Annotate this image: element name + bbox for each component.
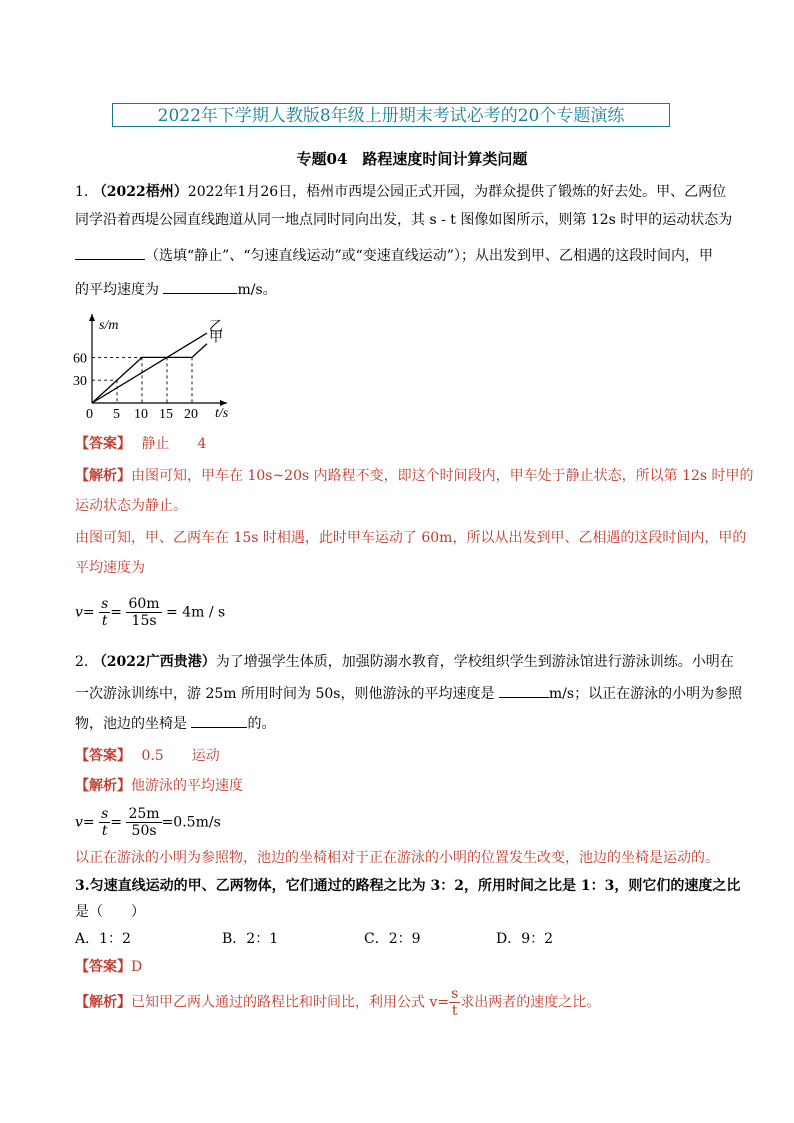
q1-analysis-line1 — [75, 462, 754, 490]
q2-analysis-line1 — [75, 772, 735, 800]
q3-frac-t: t — [451, 1003, 458, 1019]
x-tick-label: 15 — [159, 407, 173, 422]
q2-line3 — [75, 710, 735, 738]
q1-source: （2022梧州） — [92, 184, 188, 200]
formula-result: = 4m / s — [166, 604, 226, 621]
q3-line1: 3.匀速直线运动的甲、乙两物体，它们通过的路程之比为 3：2，所用时间之比是 1：3，则它们的速度之比 — [75, 878, 741, 894]
q1-analysis-text4: 平均速度为 — [75, 560, 145, 576]
q2-text2b: m/s；以正在游泳的小明为参照 — [548, 686, 743, 702]
q3-analysis-text2: 求出两者的速度之比。 — [460, 994, 601, 1011]
q3-options — [75, 925, 735, 953]
q2-text3b: 的。 — [247, 716, 276, 732]
q2-answer-line — [75, 742, 735, 770]
formula-eq: = — [110, 604, 123, 621]
formula-eq: = — [110, 814, 123, 831]
q3-analysis-text1: 已知甲乙两人通过的路程比和时间比，利用公式 v= — [131, 994, 450, 1011]
series-line-yi — [92, 333, 207, 403]
formula-v: v — [75, 604, 83, 621]
q1-answer-line — [75, 430, 735, 458]
q3-option-c[interactable]: C．2：9 — [364, 931, 421, 947]
x-tick-label: 0 — [86, 407, 93, 422]
q2-text2: 一次游泳训练中，游 25m 所用时间为 50s，则他游泳的平均速度是 — [75, 686, 495, 702]
q1-line4 — [75, 276, 735, 304]
series-line-jia — [92, 344, 207, 403]
formula-t: t — [101, 613, 108, 629]
series-label: 甲 — [209, 330, 223, 346]
q1-analysis-label: 【解析】 — [75, 468, 131, 484]
formula-result: =0.5m/s — [161, 814, 221, 831]
formula-s: s — [101, 806, 109, 822]
st-chart — [75, 306, 245, 424]
q1-answer: 静止 4 — [141, 436, 207, 452]
x-tick-label: 10 — [134, 407, 148, 422]
q2-line1 — [75, 648, 735, 676]
q3-option-d[interactable]: D．9：2 — [496, 931, 554, 947]
q3-analysis-label: 【解析】 — [75, 994, 131, 1011]
q1-text3: （选填“静止”、“匀速直线运动”或“变速直线运动”）；从出发到甲、乙相遇的这段时间内，甲 — [145, 248, 713, 264]
q1-formula — [75, 596, 225, 629]
q2-formula — [75, 806, 221, 839]
q2-analysis-text1: 他游泳的平均速度 — [131, 778, 243, 794]
q2-number: 2. — [75, 654, 89, 670]
q1-unit: m/s。 — [237, 282, 277, 298]
q2-answer: 0.5 运动 — [141, 748, 220, 764]
q3-frac-s: s — [451, 986, 459, 1002]
q2-answer-label: 【答案】 — [75, 748, 131, 764]
q1-analysis-text2: 运动状态为静止。 — [75, 498, 187, 514]
x-tick-label: 20 — [184, 407, 198, 422]
q1-answer-label: 【答案】 — [75, 436, 131, 452]
formula-v: v — [75, 814, 83, 831]
q3-answer-label: 【答案】 — [75, 959, 131, 975]
formula-numerator: 25m — [128, 806, 160, 822]
q2-blank1[interactable] — [499, 681, 549, 698]
q1-line2: 同学沿着西堤公园直线跑道从同一地点同时同向出发，其 s - t 图像如图所示，则第 12s 时甲的运动状态为 — [75, 212, 733, 228]
q3-answer: D — [131, 959, 143, 975]
formula-t: t — [101, 823, 108, 839]
q1-line3 — [75, 242, 735, 270]
y-axis-label: s/m — [99, 318, 119, 333]
formula-eq: = — [82, 814, 95, 831]
q3-option-a[interactable]: A．1：2 — [75, 931, 131, 947]
y-axis-arrow — [89, 314, 95, 321]
q3-answer-line — [75, 953, 735, 981]
q1-analysis-text3: 由图可知，甲、乙两车在 15s 时相遇，此时甲车运动了 60m，所以从出发到甲、乙相遇的这段时间内，甲的 — [75, 530, 747, 546]
formula-numerator: 60m — [128, 596, 160, 612]
formula-denominator: 50s — [131, 823, 157, 839]
q3-option-b[interactable]: B．2：1 — [222, 931, 279, 947]
x-axis-label: t/s — [215, 406, 229, 421]
q1-text1: 2022年1月26日，梧州市西堤公园正式开园，为群众提供了锻炼的好去处。甲、乙两位 — [187, 184, 727, 200]
y-tick-label: 60 — [73, 351, 87, 367]
x-tick-label: 5 — [113, 407, 120, 422]
formula-eq: = — [82, 604, 95, 621]
q2-text1: 为了增强学生体质，加强防溺水教育，学校组织学生到游泳馆进行游泳训练。小明在 — [215, 654, 734, 670]
q3-analysis-line — [75, 986, 735, 1019]
q2-blank2[interactable] — [191, 711, 247, 728]
topic-title: 专题04 路程速度时间计算类问题 — [296, 150, 528, 168]
q2-source: （2022广西贵港） — [92, 654, 216, 670]
q1-blank1[interactable] — [75, 243, 145, 260]
q2-line2 — [75, 680, 743, 708]
q1-line1 — [75, 178, 735, 206]
q2-analysis-label: 【解析】 — [75, 778, 131, 794]
series-banner: 2022年下学期人教版8年级上册期末考试必考的20个专题演练 — [112, 103, 670, 127]
formula-s: s — [101, 596, 109, 612]
q2-text3: 物，池边的坐椅是 — [75, 716, 187, 732]
series-label: 乙 — [209, 320, 223, 336]
q1-text4: 的平均速度为 — [75, 282, 159, 298]
q2-analysis-text2: 以正在游泳的小明为参照物，池边的坐椅相对于正在游泳的小明的位置发生改变，池边的坐椅是运动的。 — [75, 850, 719, 866]
q1-analysis-text1: 由图可知，甲车在 10s~20s 内路程不变，即这个时间段内，甲车处于静止状态，所以第 12s 时甲的 — [131, 468, 754, 484]
y-tick-label: 30 — [73, 374, 87, 390]
q1-blank2[interactable] — [163, 277, 237, 294]
q3-line2: 是（ ） — [75, 904, 145, 920]
q1-number: 1. — [75, 184, 89, 200]
formula-denominator: 15s — [131, 613, 157, 629]
